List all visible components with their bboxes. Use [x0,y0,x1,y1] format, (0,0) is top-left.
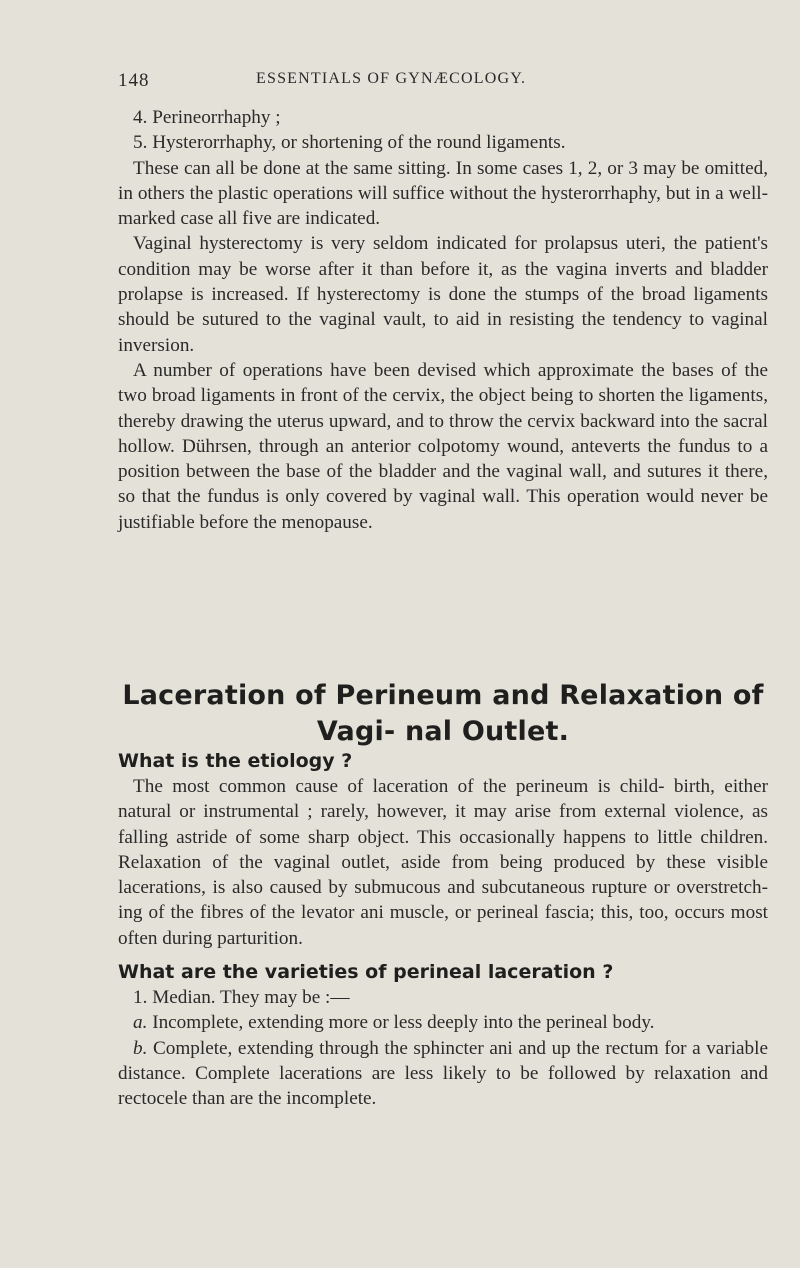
question-heading: What is the etiology ? [118,750,353,772]
list-item-a [118,1010,768,1035]
item-text: Incomplete, extending more or less deeply into the perineal body. [147,1012,655,1034]
item-text: Complete, extending through the sphincter ani and up the rectum for a variable distance. Complete lacerations are less likely to be followed by relaxation and rectocele than are the incomplete. [118,1037,768,1110]
section-heading: Laceration of Perineum and Relaxation of Vagi- nal Outlet. [122,680,764,747]
question-heading: What are the varieties of perineal laceration ? [118,961,614,984]
page-header [118,70,768,94]
list-item-median: 1. Median. They may be :— [133,987,350,1009]
running-head: ESSENTIALS OF GYNÆCOLOGY. [256,70,527,87]
item-marker: b. [133,1037,148,1059]
list-item-b [118,1036,768,1112]
list-item-4: 4. Perineorrhaphy ; [133,107,281,128]
body-text-bottom [118,748,768,1112]
page-number: 148 [118,70,150,91]
answer-paragraph: The most common cause of laceration of the perineum is child- birth, either natural or instrumental ; rarely, however, it may arise from external violence, as falling astride of some sharp object. This occasionally happens to little children. Relaxation of the vaginal outlet, aside from being produced by these visible lacerations, is also caused by submucous and subcutaneous rupture or overstretch- ing of the fibres of the levator ani muscle, or perineal fascia; this, too, occurs most often during parturition. [118,776,768,949]
paragraph: These can all be done at the same sitting. In some cases 1, 2, or 3 may be omitted, in others the plastic operations will suffice without the hysterorrhaphy, but in a well-marked case all five are indicated. [118,157,768,230]
paragraph: Vaginal hysterectomy is very seldom indicated for prolapsus uteri, the patient's condition may be worse after it than before it, as the vagina inverts and bladder prolapse is increased. If hysterectomy is done the stumps of the broad ligaments should be sutured to the vaginal vault, to aid in resisting the tendency to vaginal inversion. [118,233,768,356]
item-marker: a. [133,1012,148,1034]
list-item-5: 5. Hysterorrhaphy, or shortening of the round ligaments. [133,132,566,154]
paragraph: A number of operations have been devised which approximate the bases of the two broad ligaments in front of the cervix, the object being to shorten the ligaments, thereby drawing the uterus upward, and to throw the cervix backward into the sacral hollow. Dührsen, through an anterior colpotomy wound, anteverts the fundus to a position between the base of the bladder and the vaginal wall, and sutures it there, so that the fundus is only covered by vaginal wall. This operation would never be justifiable before the menopause. [118,359,768,533]
body-text-top [118,105,768,535]
